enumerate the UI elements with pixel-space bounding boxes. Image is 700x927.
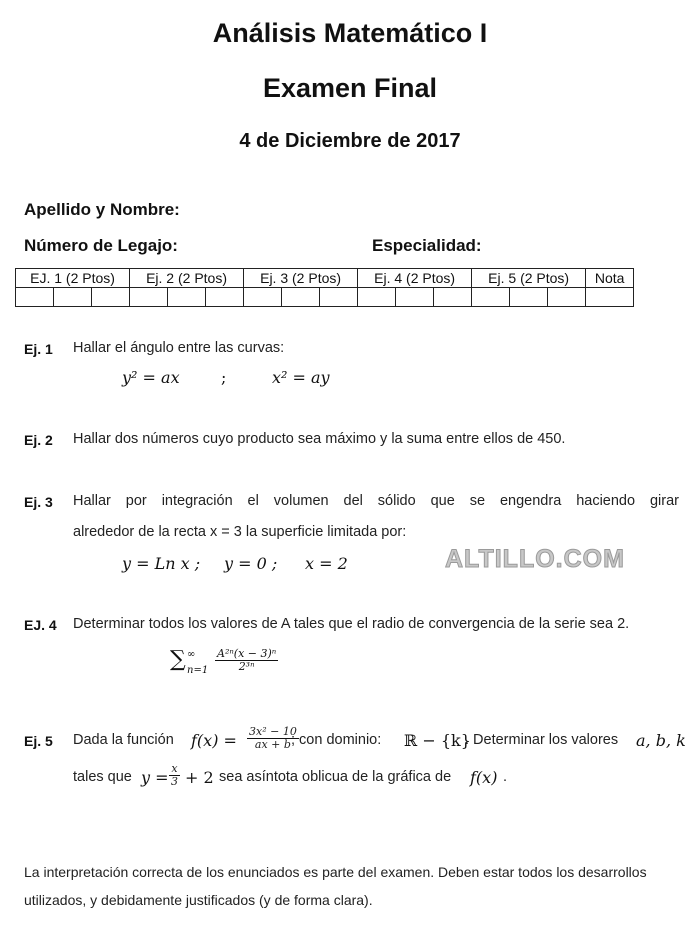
exercise-5-line2	[73, 760, 683, 794]
grade-header-ej4: Ej. 4 (2 Ptos)	[358, 269, 472, 288]
exercise-4-label: EJ. 4	[24, 617, 57, 633]
exercise-1-curve-1: y² = ax	[122, 368, 180, 387]
exercise-3-text-line2: alrededor de la recta x = 3 la superficie limitada por:	[73, 524, 407, 540]
score-cell	[358, 288, 396, 307]
exercise-5-text-b: ; con dominio:	[291, 732, 382, 748]
name-field-label: Apellido y Nombre:	[24, 200, 180, 219]
score-cell	[92, 288, 130, 307]
exercise-4-series	[170, 645, 320, 685]
series-term	[215, 648, 278, 673]
exam-title: Análisis Matemático I	[212, 18, 488, 48]
exercise-5-text-c: . Determinar los valores	[465, 732, 619, 748]
exercise-3-label: Ej. 3	[24, 494, 53, 510]
exercise-1-separator: ;	[221, 368, 227, 387]
series-lower-limit: n=1	[187, 665, 209, 676]
exercise-5-text-a: Dada la función	[73, 732, 174, 748]
score-cell	[434, 288, 472, 307]
footer-note-line1: La interpretación correcta de los enunciados es parte del examen. Deben estar todos los desarrollos	[24, 864, 647, 880]
exercise-5-numerator: 3x² − 10	[249, 725, 297, 738]
grade-header-nota: Nota	[586, 269, 634, 288]
score-cell	[168, 288, 206, 307]
exercise-5-params: a, b, k	[636, 731, 686, 750]
score-cell	[282, 288, 320, 307]
series-sum-symbol: ∑	[170, 647, 186, 672]
exercise-5-period: .	[503, 769, 508, 785]
exercise-5-function-ref: f(x)	[470, 768, 498, 787]
exercise-5-text-d: tales que	[73, 769, 132, 785]
exercise-1-text: Hallar el ángulo entre las curvas:	[73, 340, 285, 356]
score-cell	[130, 288, 168, 307]
grade-table-score-row	[16, 288, 634, 307]
exercise-5-function: f(x) =	[191, 731, 237, 750]
exercise-3-bound-3: x = 2	[305, 554, 348, 573]
especialidad-field-label: Especialidad:	[372, 236, 482, 255]
score-cell	[548, 288, 586, 307]
exercise-5-asymptote-fraction	[169, 763, 180, 788]
grade-header-ej2: Ej. 2 (2 Ptos)	[130, 269, 244, 288]
nota-cell	[586, 288, 634, 307]
exercise-2-text: Hallar dos números cuyo producto sea máximo y la suma entre ellos de 450.	[73, 431, 566, 447]
exam-subtitle: Examen Final	[262, 73, 438, 103]
score-cell	[244, 288, 282, 307]
score-cell	[396, 288, 434, 307]
series-denominator: 2³ⁿ	[238, 660, 255, 673]
exercise-5-text-e: sea asíntota oblicua de la gráfica de	[219, 769, 452, 785]
grade-header-ej1: EJ. 1 (2 Ptos)	[16, 269, 130, 288]
footer-note-line2: utilizados, y debidamente justificados (y de forma clara).	[24, 892, 373, 908]
exercise-1-label: Ej. 1	[24, 341, 53, 357]
grade-table-header-row	[16, 269, 634, 288]
exam-date: 4 de Diciembre de 2017	[239, 130, 461, 152]
exercise-3-bound-1: y = Ln x ;	[122, 554, 201, 573]
grade-header-ej5: Ej. 5 (2 Ptos)	[472, 269, 586, 288]
exercise-5-asymptote-lhs: y =	[141, 768, 169, 787]
exercise-4-text: Determinar todos los valores de A tales que el radio de convergencia de la serie sea 2.	[73, 616, 630, 632]
exercise-1-curve-2: x² = ay	[272, 368, 330, 387]
score-cell	[472, 288, 510, 307]
legajo-field-label: Número de Legajo:	[24, 236, 178, 255]
exercise-5-asymptote-denominator: 3	[171, 775, 178, 788]
series-numerator: A²ⁿ(x − 3)ⁿ	[217, 647, 277, 660]
exercise-3-text-line1: Hallar por integración el volumen del sólido que se engendra haciendo girar	[73, 493, 679, 509]
score-cell	[320, 288, 358, 307]
score-cell	[16, 288, 54, 307]
exercise-5-domain: ℝ − {k}	[404, 731, 471, 750]
altillo-watermark: ALTILLO.COM	[445, 545, 625, 573]
series-upper-limit: ∞	[187, 649, 196, 660]
exercise-5-label: Ej. 5	[24, 733, 53, 749]
exercise-5-denominator: ax + b	[254, 738, 291, 751]
exercise-2-label: Ej. 2	[24, 432, 53, 448]
exercise-5-asymptote-numerator: x	[169, 763, 180, 776]
grade-table	[15, 268, 634, 307]
score-cell	[54, 288, 92, 307]
score-cell	[206, 288, 244, 307]
exercise-5-asymptote-rhs: + 2	[185, 768, 214, 787]
exercise-5-line1	[73, 723, 686, 757]
exercise-3-bound-2: y = 0 ;	[224, 554, 278, 573]
grade-header-ej3: Ej. 3 (2 Ptos)	[244, 269, 358, 288]
score-cell	[510, 288, 548, 307]
